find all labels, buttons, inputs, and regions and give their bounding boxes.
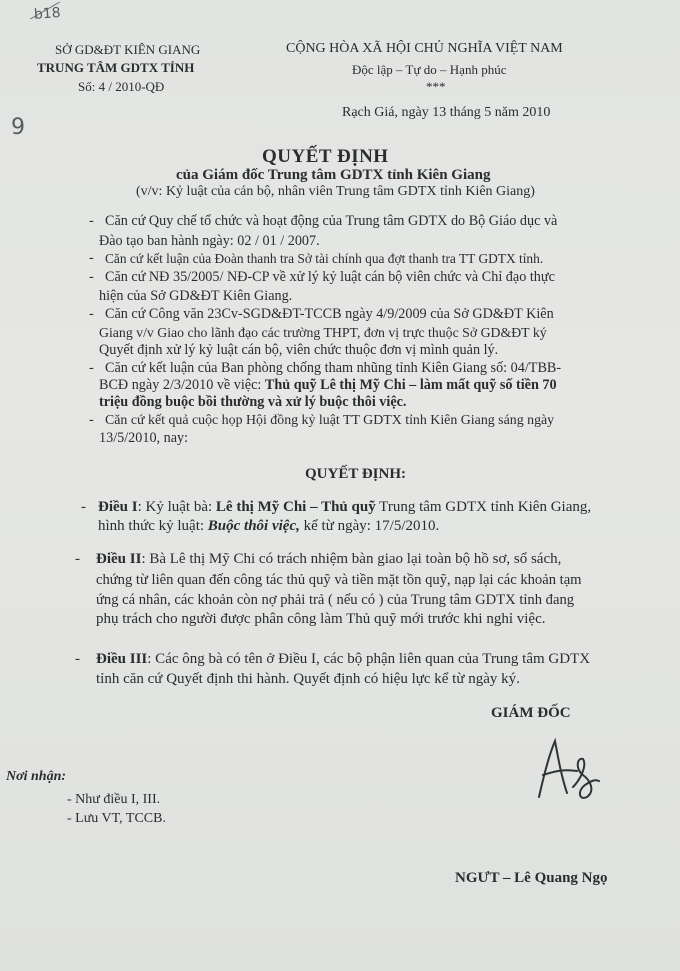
basis-text: Căn cứ Công văn 23Cv-SGD&ĐT-TCCB ngày 4/9/2009 của Sở GD&ĐT Kiên [105,306,554,322]
article-2-label: Điều II [96,551,142,567]
bullet-dash: - [75,651,80,667]
signer-name: NGƯT – Lê Quang Ngọ [455,870,608,886]
basis-text: Đào tạo ban hành ngày: 02 / 01 / 2007. [99,233,320,249]
recipient-item: - Như điều I, III. [67,792,161,807]
basis-text: Căn cứ Quy chế tổ chức và hoạt động của Trung tâm GDTX do Bộ Giáo dục và [105,213,558,229]
issuing-department: SỞ GD&ĐT KIÊN GIANG [55,42,201,57]
bullet-dash: - [89,412,94,428]
article-1-text [98,498,591,517]
article-text: hình thức kỷ luật: [98,518,208,534]
bullet-dash: - [89,213,94,229]
issuing-center: TRUNG TÂM GDTX TỈNH [37,60,195,75]
discipline-form: Buộc thôi việc, [207,518,300,534]
article-1-text [98,517,439,536]
document-title: QUYẾT ĐỊNH [262,146,389,167]
bullet-dash: - [75,551,80,567]
national-motto: Độc lập – Tự do – Hạnh phúc [352,62,507,77]
basis-text: Căn cứ kết luận của Đoàn thanh tra Sở tài chính qua đợt thanh tra TT GDTX tỉnh. [105,251,544,266]
basis-text: Giang v/v Giao cho lãnh đạo các trường THPT, đơn vị trực thuộc Sở GD&ĐT ký [99,325,547,340]
basis-text-emphasis: triệu đồng buộc bồi thường và xử lý buộc thôi việc. [99,394,407,410]
basis-text: Quyết định xử lý kỷ luật cán bộ, viên chức thuộc đơn vị mình quản lý. [99,342,499,358]
article-text: ứng cá nhân, các khoản còn nợ phải trả ( nếu có ) của Trung tâm GDTX tỉnh đang [96,592,575,608]
basis-text: Căn cứ kết luận của Ban phòng chống tham nhũng tỉnh Kiên Giang số: 04/TBB- [105,360,562,376]
article-3-label: Điều III [96,651,148,667]
article-text: kể từ ngày: 17/5/2010. [299,518,440,534]
bullet-dash: - [89,360,94,376]
article-text: phụ trách cho người được phân công làm Thủ quỹ mới trước khi nghỉ việc. [96,611,546,627]
basis-text: 13/5/2010, nay: [99,430,189,446]
place-date: Rạch Giá, ngày 13 tháng 5 năm 2010 [342,105,551,120]
article-text: : Bà Lê thị Mỹ Chi có trách nhiệm bàn giao lại toàn bộ hồ sơ, sổ sách, [141,551,562,567]
motto-stars: *** [426,79,446,94]
recipients-heading: Nơi nhận: [6,769,67,784]
basis-text-emphasis: Thủ quỹ Lê thị Mỹ Chi – làm mất quỹ số tiền 70 [264,377,557,393]
article-text: chứng từ liên quan đến công tác thủ quỹ và tiền mặt tồn quỹ, nạp lại các khoản tạm [96,572,582,588]
bullet-dash: - [89,269,94,285]
document-number: Số: 4 / 2010-QĐ [78,79,165,94]
basis-text: Căn cứ kết quả cuộc họp Hội đồng kỷ luật TT GDTX tỉnh Kiên Giang sáng ngày [105,413,555,428]
article-2-text [96,550,561,569]
article-1-person: Lê thị Mỹ Chi – Thủ quỹ [215,499,376,515]
handwritten-signature [525,735,635,810]
basis-text: Căn cứ NĐ 35/2005/ NĐ-CP về xử lý kỷ luật cán bộ viên chức và Chỉ đạo thực [105,269,555,285]
signer-title: GIÁM ĐỐC [491,705,571,721]
document-subtitle: của Giám đốc Trung tâm GDTX tỉnh Kiên Giang [176,167,491,183]
article-3-text [96,650,590,669]
national-title: CỘNG HÒA XÃ HỘI CHỦ NGHĨA VIỆT NAM [286,41,563,56]
document-subject: (v/v: Kỷ luật của cán bộ, nhân viên Trung tâm GDTX tỉnh Kiên Giang) [136,184,535,199]
basis-text: BCĐ ngày 2/3/2010 về việc: [99,377,265,393]
bullet-dash: - [81,499,86,515]
margin-handwritten-number: 9 [11,115,25,140]
bullet-dash: - [89,250,94,266]
recipient-item: - Lưu VT, TCCB. [67,811,166,826]
article-text: : Kỷ luật bà: [137,499,216,515]
article-text: tỉnh căn cứ Quyết định thi hành. Quyết định có hiệu lực kể từ ngày ký. [96,671,520,687]
bullet-dash: - [89,306,94,322]
decision-heading: QUYẾT ĐỊNH: [305,466,406,482]
article-text: Trung tâm GDTX tỉnh Kiên Giang, [375,499,592,515]
basis-text: hiện của Sở GD&ĐT Kiên Giang. [99,288,293,304]
article-text: : Các ông bà có tên ở Điều I, các bộ phận liên quan của Trung tâm GDTX [147,651,591,667]
corner-handwritten-note: b18 [33,5,62,23]
article-1-label: Điều I [98,499,138,515]
